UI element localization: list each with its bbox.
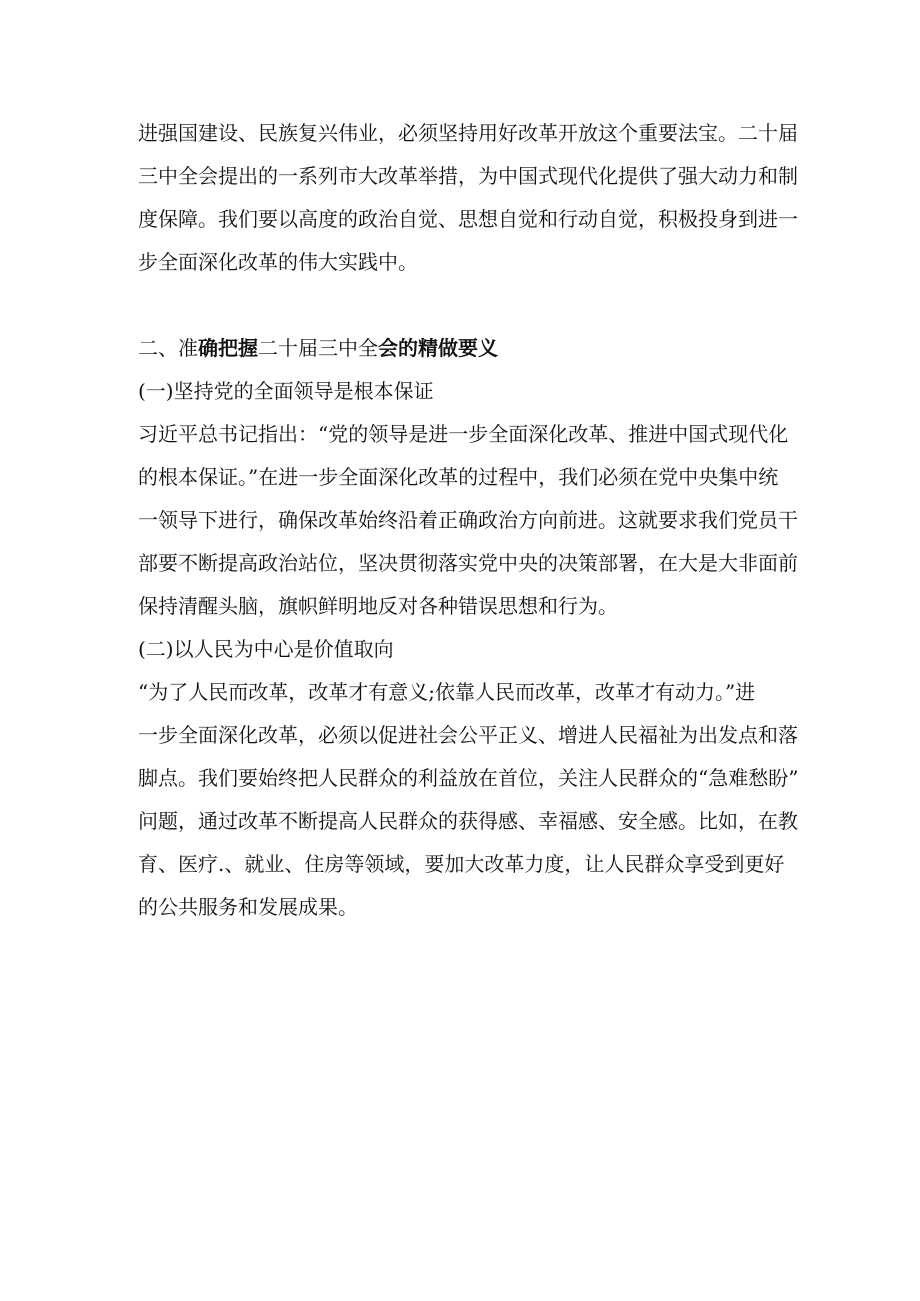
paragraph-line: 脚点。我们要始终把人民群众的利益放在首位，关注人民群众的“急难愁盼” bbox=[138, 766, 799, 790]
paragraph-line: 步全面深化改革的伟大实践中。 bbox=[138, 250, 418, 274]
intro-paragraph bbox=[138, 112, 798, 284]
paragraph-line: 一领导下进行，确保改革始终沿着正确政治方向前进。这就要求我们党员干 bbox=[138, 508, 798, 532]
document-body bbox=[138, 112, 798, 929]
paragraph-line: 部要不断提高政治站位，坚决贯彻落实党中央的决策部署，在大是大非面前 bbox=[138, 551, 798, 575]
paragraph-line: 的根本保证。”在进一步全面深化改革的过程中，我们必须在党中央集中统 bbox=[138, 465, 779, 489]
paragraph-line: 度保障。我们要以高度的政治自觉、思想自觉和行动自觉，积极投身到进一 bbox=[138, 207, 798, 231]
paragraph-line: 一步全面深化改革，必须以促进社会公平正义、增进人民福祉为出发点和落 bbox=[138, 723, 798, 747]
section-heading bbox=[138, 327, 798, 370]
paragraph-line: 进强国建设、民族复兴伟业，必须坚持用好改革开放这个重要法宝。二十届 bbox=[138, 121, 798, 145]
paragraph-line: 育、医疗.、就业、住房等领域，要加大改革力度，让人民群众享受到更好 bbox=[138, 852, 785, 876]
paragraph-line: 的公共服务和发展成果。 bbox=[138, 895, 358, 919]
section-gap bbox=[138, 284, 798, 327]
subsection-title: (二)以人民为中心是价值取向 bbox=[138, 637, 394, 661]
section-heading-part: 二十届三中全 bbox=[258, 336, 378, 360]
subsection-people-centered bbox=[138, 628, 798, 929]
paragraph-line: “为了人民而改革，改革才有意义;依靠人民而改革，改革才有动力。”进 bbox=[138, 680, 756, 704]
subsection-title: (一)坚持党的全面领导是根本保证 bbox=[138, 379, 434, 403]
section-heading-part-bold: 确把握 bbox=[198, 336, 258, 360]
section-heading-part: 二、准 bbox=[138, 336, 198, 360]
paragraph-line: 保持清醒头脑，旗帜鲜明地反对各种错误思想和行为。 bbox=[138, 594, 618, 618]
paragraph-line: 问题，通过改革不断提高人民群众的获得感、幸福感、安全感。比如，在教 bbox=[138, 809, 798, 833]
paragraph-line: 三中全会提出的一系列市大改革举措，为中国式现代化提供了强大动力和制 bbox=[138, 164, 798, 188]
paragraph-line: 习近平总书记指出：“党的领导是进一步全面深化改革、推进中国式现代化 bbox=[138, 422, 789, 446]
subsection-leadership bbox=[138, 370, 798, 628]
section-heading-part-bold: 会的精做要义 bbox=[378, 336, 498, 360]
